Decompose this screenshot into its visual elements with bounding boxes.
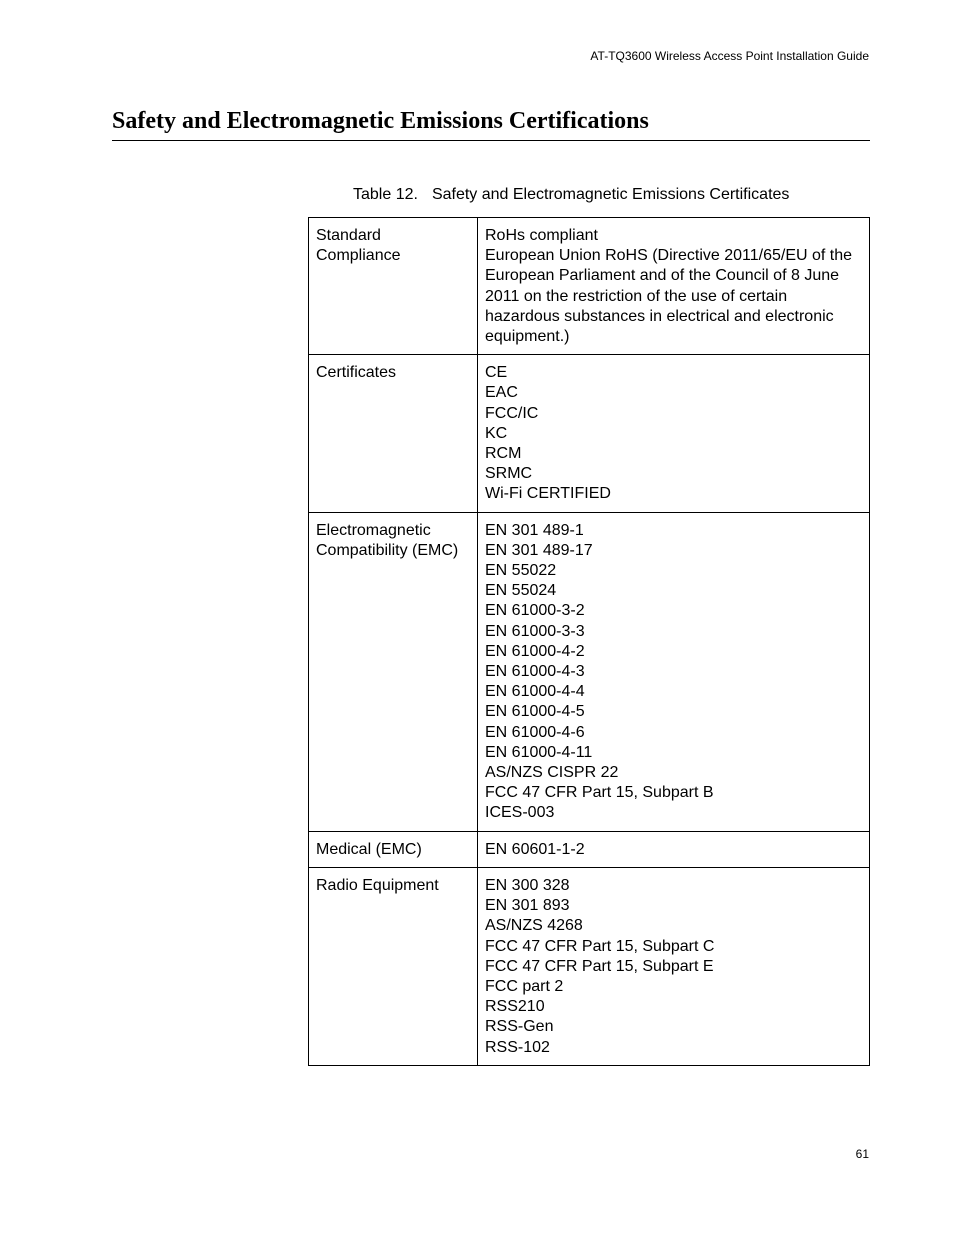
row-value-line: RCM — [485, 445, 522, 463]
row-label-line: Electromagnetic — [316, 521, 431, 539]
row-label-cell — [309, 512, 478, 831]
row-value-line: EN 61000-4-2 — [485, 642, 585, 660]
row-value-line: FCC 47 CFR Part 15, Subpart E — [485, 957, 714, 975]
row-value-cell — [478, 512, 870, 831]
row-value-line: EN 61000-3-3 — [485, 622, 585, 640]
row-value-line: EN 61000-4-4 — [485, 683, 585, 701]
table-row — [309, 512, 870, 831]
row-value-line: EN 301 893 — [485, 897, 570, 915]
row-value-line: RoHs compliant — [485, 227, 598, 244]
table-row — [309, 355, 870, 512]
row-label-line: Certificates — [316, 364, 397, 382]
table-row — [309, 867, 870, 1065]
row-value-line: EN 300 328 — [485, 876, 570, 894]
table-caption-number: Table 12. — [353, 186, 418, 203]
table-row — [309, 831, 870, 867]
row-value-line: SRMC — [485, 465, 533, 483]
running-header: AT-TQ3600 Wireless Access Point Installation Guide — [590, 49, 869, 63]
row-value-line: Wi-Fi CERTIFIED — [485, 485, 611, 503]
row-value-cell — [478, 831, 870, 867]
row-value-line: EN 61000-3-2 — [485, 602, 585, 620]
row-label-line: Compatibility (EMC) — [316, 541, 459, 559]
row-value-line: RSS-Gen — [485, 1018, 554, 1036]
page-number: 61 — [855, 1147, 869, 1161]
row-value-line: FCC/IC — [485, 404, 539, 422]
row-value-cell — [478, 218, 870, 355]
row-label-line: Compliance — [316, 247, 401, 265]
row-label-cell — [309, 831, 478, 867]
row-value-line: RSS-102 — [485, 1038, 550, 1056]
row-value-line: EN 55024 — [485, 582, 557, 600]
row-value-cell — [478, 355, 870, 512]
row-value-line: EN 61000-4-5 — [485, 703, 585, 721]
row-value-line: ICES-003 — [485, 804, 555, 822]
row-value-line: FCC part 2 — [485, 977, 564, 995]
row-label-cell — [309, 867, 478, 1065]
row-value-line: RSS210 — [485, 998, 545, 1016]
row-value-line: CE — [485, 364, 508, 382]
row-value-line: European Union RoHS (Directive 2011/65/EU of the European Parliament and of the Council of 8 June 2011 on the restriction of the use of certain hazardous substances in electrical and electronic equipment.) — [485, 247, 853, 346]
certifications-table-body — [309, 218, 870, 1066]
section-title: Safety and Electromagnetic Emissions Certifications — [112, 106, 870, 141]
row-label-line: Radio Equipment — [316, 876, 439, 894]
row-label-cell — [309, 218, 478, 355]
row-value-line: EN 61000-4-6 — [485, 723, 585, 741]
row-value-line: EN 301 489-1 — [485, 521, 584, 539]
row-label-cell — [309, 355, 478, 512]
row-value-line: EN 55022 — [485, 562, 557, 580]
row-value-line: AS/NZS 4268 — [485, 917, 583, 935]
table-caption — [353, 186, 789, 204]
row-label-line: Medical (EMC) — [316, 840, 422, 858]
row-value-line: KC — [485, 424, 508, 442]
row-value-line: EAC — [485, 384, 518, 402]
row-value-line: EN 61000-4-3 — [485, 663, 585, 681]
row-value-line: FCC 47 CFR Part 15, Subpart C — [485, 937, 715, 955]
row-value-cell — [478, 867, 870, 1065]
table-caption-text: Safety and Electromagnetic Emissions Certificates — [431, 186, 790, 203]
row-value-line: EN 60601-1-2 — [485, 840, 585, 858]
row-value-line: AS/NZS CISPR 22 — [485, 764, 619, 782]
row-value-line: FCC 47 CFR Part 15, Subpart B — [485, 784, 714, 802]
row-value-line: EN 61000-4-11 — [485, 743, 593, 761]
row-label-line: Standard — [316, 227, 381, 244]
certifications-table — [308, 217, 870, 1066]
table-row — [309, 218, 870, 355]
row-value-line: EN 301 489-17 — [485, 541, 593, 559]
